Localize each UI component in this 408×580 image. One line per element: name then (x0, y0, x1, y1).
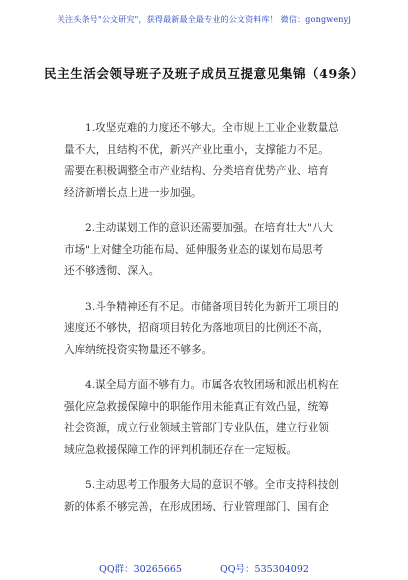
qq-group-text: QQ群：30265665 (99, 564, 182, 575)
text-line: 1.攻坚克难的力度还不够大。全市规上工业企业数量总 (85, 122, 339, 134)
text-line: 社会资源，成立行业领域主管部门专业队伍，建立行业领 (64, 422, 329, 434)
paragraph-3 (64, 297, 350, 362)
paragraph-4 (64, 375, 350, 461)
text-line: 2.主动谋划工作的意识还需要加强。在培育壮大"八大 (85, 222, 334, 234)
text-line: 强化应急救援保障中的职能作用未能真正有效凸显，统筹 (64, 400, 329, 413)
footer-contact (0, 561, 408, 575)
qq-contact-text: QQ号：535304092 (219, 564, 309, 575)
text-line: 5.主动思考工作服务大局的意识不够。全市支持科技创 (85, 479, 339, 491)
text-line: 经济新增长点上进一步加强。 (64, 186, 202, 199)
paragraph-5 (64, 475, 350, 518)
text-line: 量不大，且结构不优，新兴产业比重小，支撑能力不足。 (64, 143, 329, 156)
text-line: 需要在积极调整全市产业结构、分类培育优势产业、培育 (64, 165, 329, 177)
text-line: 4.谋全局方面不够有力。市属各农牧团场和派出机构在 (85, 379, 339, 391)
document-title: 民主生活会领导班子及班子成员互提意见集锦（49条） (44, 66, 364, 81)
text-line: 域应急救援保障工作的评判机制还存在一定短板。 (64, 443, 298, 456)
text-line: 新的体系不够完善，在形成团场、行业管理部门、国有企 (64, 500, 329, 513)
text-line: 还不够透彻、深入。 (64, 265, 160, 277)
text-line: 市场"上对健全功能布局、延伸服务业态的谋划布局思考 (64, 243, 324, 256)
paragraph-2 (64, 218, 350, 283)
text-line: 速度还不够快，招商项目转化为落地项目的比例还不高， (64, 322, 329, 334)
document-body (64, 118, 350, 532)
text-line: 3.斗争精神还有不足。市储备项目转化为新开工项目的 (85, 300, 339, 313)
top-banner: 关注头条号"公文研究"，获得最新最全最专业的公文资料库！ 微信：gongwenyj (56, 15, 352, 24)
paragraph-1 (64, 118, 350, 204)
text-line: 入库纳统投资实物量还不够多。 (64, 343, 213, 356)
